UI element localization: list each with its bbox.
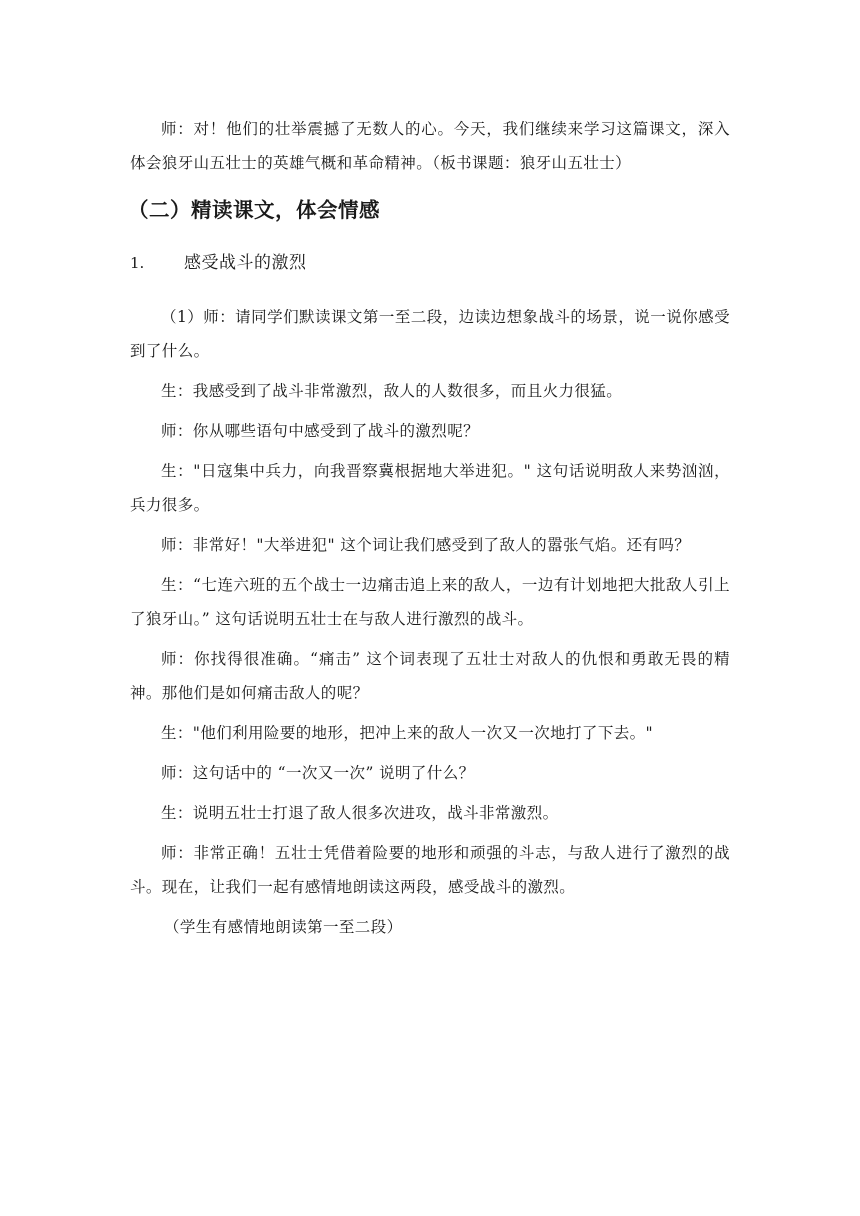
dialogue-paragraph: 生：“七连六班的五个战士一边痛击追上来的敌人，一边有计划地把大批敌人引上了狼牙山。” 这句话说明五壮士在与敌人进行激烈的战斗。 bbox=[130, 576, 730, 628]
dialogue-paragraph: 师：这句话中的 “一次又一次” 说明了什么？ bbox=[161, 764, 475, 782]
dialogue-paragraph: （1）师：请同学们默读课文第一至二段，边读边想象战斗的场景，说一说你感受到了什么。 bbox=[130, 308, 730, 360]
subsection-number: 1. bbox=[130, 254, 145, 272]
section-heading: （二）精读课文，体会情感 bbox=[128, 198, 380, 222]
intro-paragraph: 师：对！他们的壮举震撼了无数人的心。今天，我们继续来学习这篇课文，深入体会狼牙山五壮士的英雄气概和革命精神。（板书课题：狼牙山五壮士） bbox=[130, 120, 730, 172]
dialogue-paragraph: 生："日寇集中兵力，向我晋察冀根据地大举进犯。" 这句话说明敌人来势汹汹，兵力很多。 bbox=[130, 462, 730, 514]
dialogue-paragraph: 师：非常正确！五壮士凭借着险要的地形和顽强的斗志，与敌人进行了激烈的战斗。现在，让我们一起有感情地朗读这两段，感受战斗的激烈。 bbox=[130, 844, 730, 896]
subsection-title: 感受战斗的激烈 bbox=[184, 253, 307, 273]
document-body bbox=[130, 112, 730, 950]
closing-note: （学生有感情地朗读第一至二段） bbox=[164, 918, 403, 936]
dialogue-paragraph: 生："他们利用险要的地形，把冲上来的敌人一次又一次地打了下去。" bbox=[161, 724, 654, 742]
dialogue-paragraph: 生：说明五壮士打退了敌人很多次进攻，战斗非常激烈。 bbox=[161, 804, 559, 822]
dialogue-paragraph: 师：你找得很准确。“痛击” 这个词表现了五壮士对敌人的仇恨和勇敢无畏的精神。那他们是如何痛击敌人的呢？ bbox=[130, 650, 730, 702]
dialogue-paragraph: 生：我感受到了战斗非常激烈，敌人的人数很多，而且火力很猛。 bbox=[161, 382, 623, 400]
dialogue-paragraph: 师：非常好！"大举进犯" 这个词让我们感受到了敌人的嚣张气焰。还有吗？ bbox=[161, 536, 691, 554]
dialogue-paragraph: 师：你从哪些语句中感受到了战斗的激烈呢？ bbox=[161, 422, 480, 440]
subsection-heading bbox=[130, 248, 730, 278]
